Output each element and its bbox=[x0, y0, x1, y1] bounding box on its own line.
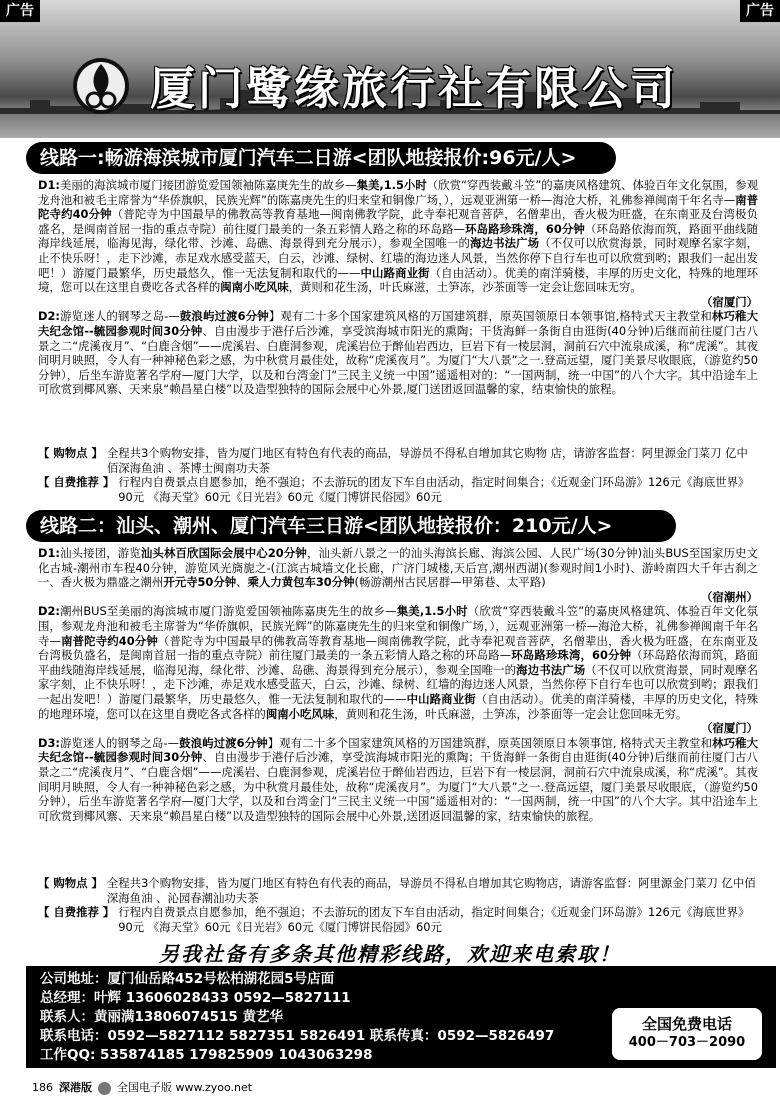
route2-d2-text: （欣赏“穿西装戴斗笠”的嘉庚风格建筑、体验百年文化氛围，参观龙舟池和被毛主席誉为“华侨旗帜，民族光辉”的陈嘉庚先生的归来堂和铜像广场，），远观亚洲第一桥—海沧大桥，礼佛参禅闽南千年名寺— bbox=[38, 604, 758, 648]
route2-d2-highlight: 闽南小吃风味 bbox=[265, 706, 335, 721]
ad-tag-right: 广告 bbox=[740, 0, 780, 22]
route1-day1 bbox=[38, 178, 758, 397]
route2-d3-highlight: 林巧稚大夫纪念馆--毓园参观时间30分钟 bbox=[38, 735, 758, 765]
page-number: 186 bbox=[32, 1081, 53, 1094]
route2-d2-highlight: 环岛路珍珠湾，60分钟 bbox=[511, 648, 632, 663]
route2-d1-text: (畅游潮州古民居群—甲第巷、太平路) bbox=[354, 575, 546, 590]
route1-notes bbox=[38, 446, 758, 504]
route2-d2-text: （环岛路依海而筑，路面平曲线随海岸线延展，临海见海，绿化带、沙滩、岛礁、海景得到充分展示），参观全国唯一的 bbox=[38, 648, 758, 677]
route2-optional-text: 行程内自费景点自愿参加，绝不强迫；不去游玩的团友下车自由活动，指定时间集合；《近观金门环岛游》126元《海底世界》90元 《海天堂》60元《日光岩》60元《厦门博饼民俗园》60元 bbox=[118, 905, 750, 934]
header-banner bbox=[0, 0, 780, 138]
ad-tag-left: 广告 bbox=[0, 0, 40, 22]
route1-d1-highlight: 南普陀寺约40分钟 bbox=[38, 192, 758, 222]
route2-d2-highlight: 南普陀寺约40分钟 bbox=[60, 633, 158, 648]
route1-optional-label: 【 自费推荐 】 bbox=[38, 475, 115, 490]
route1-d1-text: （不仅可以欣赏海景，同时观摩名家字刻，止不快乐呀！，走下沙滩，赤足戏水感受蓝天，白云，沙滩、绿树、红墙的海边迷人风景，当然你停下自行车也可以欣赏到哟；跟我们一起出发吧！）游厦门最繁华，历史最悠久，惟一无法复制和取代的—— bbox=[38, 236, 758, 280]
route1-d1-text: 美丽的海滨城市厦门接团游览爱国领袖陈嘉庚先生的故乡— bbox=[59, 178, 357, 192]
route2-d3-text: 游览迷人的钢琴之岛-— bbox=[59, 735, 180, 750]
route1-d2-highlight: 鼓浪屿过渡6分钟 bbox=[179, 309, 269, 324]
route2-d2-text: （自由活动）。优美的南洋骑楼，丰厚的历史文化，特殊的地理环境，您可以在这里自费吃各式各样的 bbox=[38, 691, 758, 721]
route1-d1-highlight: 闽南小吃风味 bbox=[220, 280, 289, 295]
route2-d1-highlight: 开元寺50分钟 bbox=[163, 575, 237, 590]
route1-shopping-text: 全程共3个购物安排，皆为厦门地区有特色有代表的商品，导游员不得私自增加其它购物 店，请游客监督：阿里源金门菜刀 亿中佰深海鱼油 、茶博士闽南功夫茶 bbox=[106, 446, 748, 475]
route2-d2-text: （普陀寺为中国最早的佛教高等教育基地—闽南佛教学院，此寺奉祀观音菩萨，名僧辈出，香火极为旺盛，在东南亚及台湾极负盛名，是闽南首屈一指的重点寺院）前往厦门最美的一条五彩情人路之称的环岛路— bbox=[38, 633, 758, 663]
route2-day1-stay: （宿潮州） bbox=[701, 589, 758, 604]
route1-day1-stay: （宿厦门） bbox=[701, 294, 758, 309]
route1-d1-text: （普陀寺为中国最早的佛教高等教育基地—闽南佛教学院，此寺奉祀观音菩萨，名僧辈出，香火极为旺盛，在东南亚及台湾极负盛名，是闽南首屈一指的重点寺院）前往厦门最美的一条五彩情人路之称的环岛路— bbox=[38, 207, 758, 236]
route1-optional-row bbox=[38, 475, 758, 504]
route2-d3-text: 、自由漫步于港仔后沙滩，享受滨海城市阳光的熏陶；干货海鲜一条街自由逛街(40分钟)后继而前往厦门古八景之二“虎溪夜月”、“白鹿含烟”——虎溪岩、白鹿洞参观，虎溪岩位于醉仙岩西边，巨岩下有一棱层洞，洞前石穴中流泉成溪，称“虎溪”。其夜间明月映照，令人有一种神秘色彩之感，为中秋赏月最佳处，故称“虎溪夜月”。为厦门“大八景”之一.登高远望，厦门美景尽收眼底，（游览约50分钟），后坐车游览著名学府—厦门大学，以及和台湾金门“三民主义统一中国”遥遥相对的：“一国两制，统一中国”的八个大字。其中沿途车上可欣赏到椰风寨、天来泉“赖昌星白楼”以及造型独特的国际会展中心外景,送团返回温馨的家，结束愉快的旅程。 bbox=[38, 750, 758, 823]
network-label: 全国电子版 www.zyoo.net bbox=[117, 1081, 253, 1094]
route1-d1-highlight: 环岛路珍珠湾，60分钟 bbox=[464, 221, 585, 236]
route2-d1-text: ，汕头新八景之一的汕头海滨长廊、海滨公园、人民广场(30分钟)汕头BUS至国家历史文化古城-潮州市车程40分钟，游览风光旖旎之-(江滨古城墙文化长廊，广济门城楼,天后宫,潮州西湖)(参观时间1小时)、游岭南四大千年古刹之一、香火极为鼎盛之潮州 bbox=[38, 546, 758, 590]
route2-d3-highlight: 鼓浪屿过渡6分钟 bbox=[179, 735, 268, 750]
route2-d2-text: ，黄则和花生汤，叶氏麻滋，土笋冻，沙茶面等一定会让您回味无穷。 bbox=[334, 706, 688, 721]
hotline-title: 全国免费电话 bbox=[641, 1015, 732, 1033]
route1-d2-text: 游览迷人的钢琴之岛-— bbox=[59, 309, 180, 324]
route2-day2-label: D2: bbox=[38, 604, 60, 619]
company-address: 公司地址：厦门仙岳路452号松柏湖花园5号店面 bbox=[40, 971, 335, 987]
route2-d2-highlight: 中山路商业街 bbox=[406, 691, 476, 706]
route1-d1-highlight: 海边书法广场 bbox=[470, 236, 540, 251]
route2-optional-row bbox=[38, 905, 758, 934]
route2-day2-stay: （宿厦门） bbox=[701, 721, 758, 736]
route1-optional-text: 行程内自费景点自愿参加，绝不强迫；不去游玩的团友下车自由活动，指定时间集合；《近观金门环岛游》126元《海底世界》90元 《海天堂》60元《日光岩》60元《厦门博饼民俗园》60元 bbox=[118, 475, 750, 504]
route1-day1-label: D1: bbox=[38, 178, 60, 192]
route1-day2-label: D2: bbox=[38, 309, 60, 324]
route1-d2-text: 】观有二十多个国家建筑风格的万国建筑群，原英国领原日本领事馆,格特式天主教堂和 bbox=[268, 309, 712, 324]
route2-d3-text: 】观有二十多个国家建筑风格的万国建筑群，原英国领原日本领事馆, 格特式天主教堂和 bbox=[267, 735, 713, 750]
contact-phones: 联系电话：0592—5827112 5827351 5826491 联系传真：0592—5826497 bbox=[40, 1028, 555, 1044]
work-qq: 工作QQ: 535874185 179825909 1043063298 bbox=[40, 1047, 373, 1063]
route2-notes bbox=[38, 876, 758, 934]
route2-d1-highlight: 汕头林百欣国际会展中心20分钟 bbox=[140, 546, 307, 560]
route2-shopping-label: 【 购物点 】 bbox=[38, 876, 103, 890]
closing-slogan: 另我社备有多条其他精彩线路，欢迎来电索取！ bbox=[159, 942, 621, 966]
route1-shopping-row bbox=[38, 446, 758, 475]
route1-d1-text: ，黄则和花生汤，叶氏麻滋，土笋冻，沙茶面等一定会让您回味无穷。 bbox=[288, 280, 642, 295]
route1-d1-text: （欣赏“穿西装戴斗笠”的嘉庚风格建筑、体验百年文化氛围，参观龙舟池和被毛主席誉为“华侨旗帜，民族光辉”的陈嘉庚先生的归来堂和铜像广场，），远观亚洲第一桥—海沧大桥，礼佛参禅闽南千年名寺— bbox=[38, 178, 758, 207]
contact-persons: 联系人：黄丽满13806074515 黄艺华 bbox=[40, 1009, 284, 1025]
route2-days bbox=[38, 546, 758, 823]
route2-shopping-row bbox=[38, 876, 758, 905]
free-hotline-box bbox=[612, 1008, 762, 1060]
route2-d2-highlight: 海边书法广场 bbox=[516, 662, 586, 677]
route1-shopping-label: 【 购物点 】 bbox=[38, 446, 103, 460]
route2-day1-label: D1: bbox=[38, 546, 60, 560]
company-logo-icon bbox=[70, 50, 132, 118]
route1-d1-highlight: 集美,1.5小时 bbox=[356, 178, 427, 192]
route1-d1-highlight: 中山路商业街 bbox=[360, 265, 430, 280]
route1-d2-highlight: 林巧稚大夫纪念馆--毓园参观时间30分钟 bbox=[38, 309, 758, 338]
contact-footer bbox=[26, 966, 776, 1068]
route2-d1-text: 、 bbox=[236, 575, 248, 590]
globe-icon bbox=[98, 1082, 111, 1095]
route2-d2-text: 潮州BUS至美丽的海滨城市厦门游览爱国领袖陈嘉庚先生的故乡— bbox=[59, 604, 397, 619]
route2-d1-highlight: 乘人力黄包车30分钟 bbox=[247, 575, 355, 590]
route1-d1-text: （自由活动）。优美的南洋骑楼，丰厚的历史文化，特殊的地理环境，您可以在这里自费吃各式各样的 bbox=[38, 265, 758, 295]
route2-day3-label: D3: bbox=[38, 735, 60, 750]
route2-d2-highlight: 集美,1.5小时 bbox=[396, 604, 468, 619]
route1-title: 线路一:畅游海滨城市厦门汽车二日游<团队地接报价:96元/人> bbox=[26, 142, 616, 174]
route2-d2-text: （不仅可以欣赏海景，同时观摩名家字刻，止不快乐呀！，走下沙滩，赤足戏水感受蓝天，白云，沙滩、绿树、红墙的海边迷人风景，当然你停下自行车也可以欣赏到哟；跟我们一起出发吧！）游厦门最繁华，历史最悠久，惟一无法复制和取代的—— bbox=[38, 662, 758, 706]
general-manager: 总经理：叶辉 13606028433 0592—5827111 bbox=[40, 990, 351, 1006]
route1-d1-text: （环岛路依海而筑，路面平曲线随海岸线延展，临海见海，绿化带、沙滩、岛礁、海景得到充分展示），参观全国唯一的 bbox=[38, 221, 758, 251]
hotline-number: 400－703－2090 bbox=[628, 1035, 746, 1050]
company-name: 厦门鹭缘旅行社有限公司 bbox=[150, 62, 679, 115]
route2-d1-text: 汕头接团，游览 bbox=[59, 546, 141, 560]
route2-optional-label: 【 自费推荐 】 bbox=[38, 905, 115, 920]
route2-shopping-text: 全程共3个购物安排，皆为厦门地区有特色有代表的商品，导游员不得私自增加其它购物店，请游客监督：阿里源金门菜刀 亿中佰深海鱼油 、沁园春潮汕功夫茶 bbox=[106, 876, 756, 905]
edition-label: 深港版 bbox=[59, 1081, 92, 1094]
page-footer bbox=[32, 1080, 252, 1096]
route2-title: 线路二：汕头、潮州、厦门汽车三日游<团队地接报价：210元/人> bbox=[26, 510, 676, 542]
route1-d2-text: 、自由漫步于港仔后沙滩，享受滨海城市阳光的熏陶；干货海鲜一条街自由逛街(40分钟)后继而前往厦门古八景之二“虎溪夜月”、“白鹿含烟”——虎溪岩、白鹿洞参观，虎溪岩位于醉仙岩西边，巨岩下有一棱层洞，洞前石穴中流泉成溪，称“虎溪”。其夜间明月映照，令人有一种神秘色彩之感，为中秋赏月最佳处，故称“虎溪夜月”。为厦门“大八景”之一.登高远望，厦门美景尽收眼底，（游览约50分钟），后坐车游览著名学府—厦门大学，以及和台湾金门“三民主义统一中国”遥遥相对的：“一国两制，统一中国”的八个大字。其中沿途车上可欣赏到椰风寨、天来泉“赖昌星白楼”以及造型独特的国际会展中心外景,厦门送团返回温馨的家，结束愉快的旅程。 bbox=[38, 323, 758, 397]
